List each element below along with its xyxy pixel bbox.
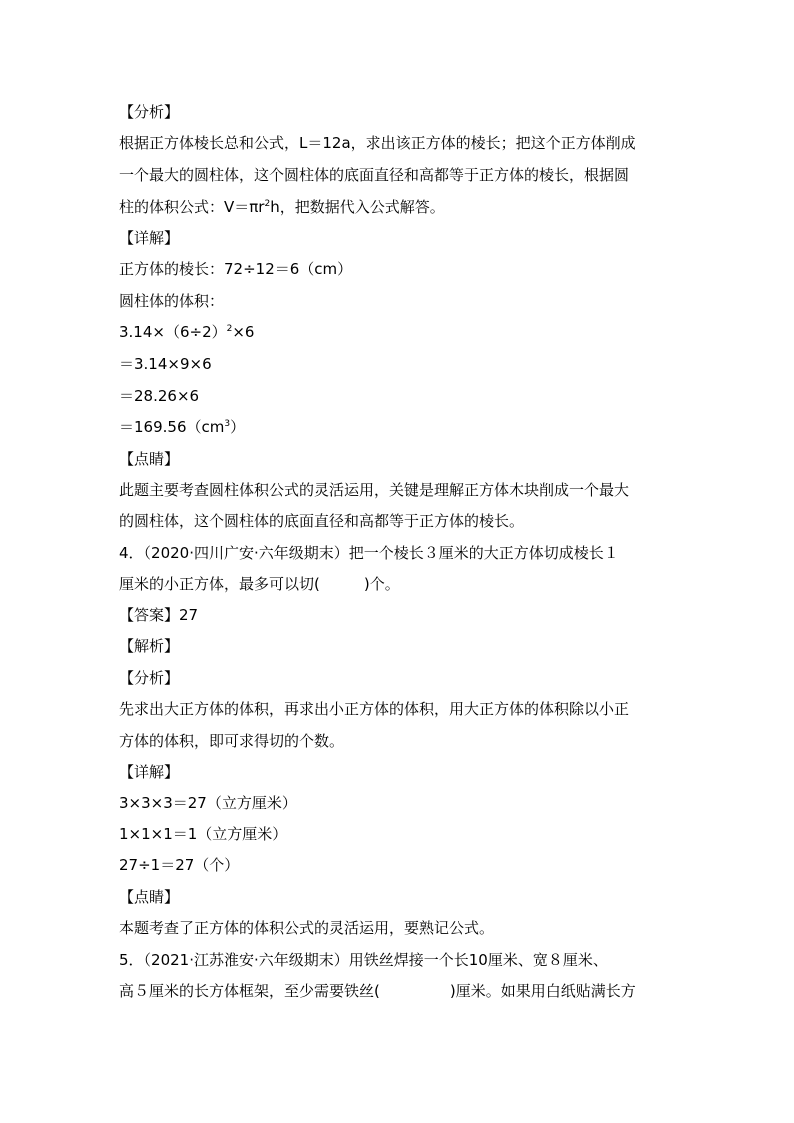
text-segment: )厘米。如果用白纸贴满长方 [449,982,636,1000]
paragraph-line: 本题考查了正方体的体积公式的灵活运用，要熟记公式。 [119,919,495,937]
paragraph-line: 方体的体积，即可求得切的个数。 [119,732,345,750]
section-heading-comment: 【点睛】 [119,888,180,906]
text-segment: ＝169.56（cm [119,418,225,436]
question-5-line: 5．（2021·江苏淮安·六年级期末）用铁丝焊接一个长10厘米、宽８厘米、 [119,951,608,969]
formula-line [119,195,679,219]
section-heading-analysis: 【分析】 [119,103,180,121]
paragraph-line: 的圆柱体，这个圆柱体的底面直径和高都等于正方体的棱长。 [119,512,525,530]
calculation-line: ＝3.14×9×6 [119,355,212,373]
paragraph-line: 先求出大正方体的体积，再求出小正方体的体积，用大正方体的体积除以小正 [119,700,630,718]
calculation-line: ＝28.26×6 [119,387,200,405]
superscript: 3 [224,419,231,429]
calculation-line: 27÷1＝27（个） [119,856,240,874]
text-segment: ×6 [232,323,255,341]
paragraph-line: 一个最大的圆柱体，这个圆柱体的底面直径和高都等于正方体的棱长，根据圆 [119,166,630,184]
calculation-line [119,320,679,344]
superscript: 2 [264,199,271,209]
section-heading-explanation: 【解析】 [119,637,180,655]
question-5-line [119,979,679,1003]
text-segment: ） [230,418,246,436]
section-heading-comment: 【点睛】 [119,450,180,468]
text-segment: h，把数据代入公式解答。 [270,198,445,216]
calculation-line: 正方体的棱长：72÷12＝6（cm） [119,260,353,278]
paragraph-line: 此题主要考查圆柱体积公式的灵活运用，关键是理解正方体木块削成一个最大 [119,481,630,499]
section-heading-detail: 【详解】 [119,763,180,781]
paragraph-line: 根据正方体棱长总和公式，L＝12a，求出该正方体的棱长；把这个正方体削成 [119,134,636,152]
calculation-line: 3×3×3＝27（立方厘米） [119,794,297,812]
text-segment: 3.14×（6÷2） [119,323,227,341]
section-heading-detail: 【详解】 [119,229,180,247]
section-heading-analysis: 【分析】 [119,669,180,687]
question-4-line: 4．（2020·四川广安·六年级期末）把一个棱长３厘米的大正方体切成棱长１ [119,544,619,562]
calculation-line: 1×1×1＝1（立方厘米） [119,825,288,843]
text-segment: 厘米的小正方体，最多可以切( [119,575,320,593]
answer-line: 【答案】27 [119,606,199,624]
calculation-line [119,415,679,439]
question-4-line [119,572,679,596]
text-segment: 高５厘米的长方体框架，至少需要铁丝( [119,982,380,1000]
text-segment: )个。 [363,575,400,593]
superscript: 2 [226,324,233,334]
text-segment: 柱的体积公式：V＝πr [119,198,265,216]
calculation-line: 圆柱体的体积： [119,292,225,310]
